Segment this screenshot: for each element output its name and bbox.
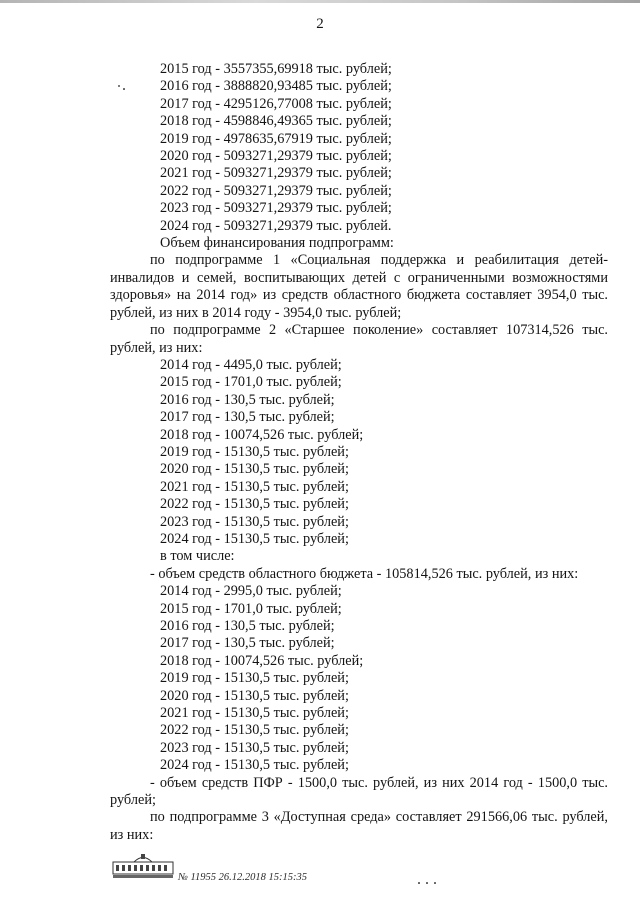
- year-funding-line: 2017 год - 130,5 тыс. рублей;: [160, 409, 335, 426]
- year-funding-line: 2018 год - 10074,526 тыс. рублей;: [160, 652, 364, 669]
- year-funding-line: 2021 год - 15130,5 тыс. рублей;: [160, 478, 349, 495]
- year-funding-line: 2021 год - 5093271,29379 тыс. рублей;: [160, 165, 392, 182]
- scan-speck: [434, 882, 436, 884]
- registration-stamp-image: [112, 852, 174, 880]
- year-funding-line: 2024 год - 5093271,29379 тыс. рублей.: [160, 217, 392, 234]
- year-funding-line: 2023 год - 15130,5 тыс. рублей;: [160, 513, 349, 530]
- year-funding-line: 2014 год - 2995,0 тыс. рублей;: [160, 583, 342, 600]
- scan-speck: [426, 882, 428, 884]
- year-funding-line: 2018 год - 4598846,49365 тыс. рублей;: [160, 113, 392, 130]
- paragraph-subprogram-2: по подпрограмме 2 «Старшее поколение» составляет 107314,526 тыс. рублей, из них:: [110, 322, 608, 356]
- year-funding-line: 2024 год - 15130,5 тыс. рублей;: [160, 757, 349, 774]
- funding-by-year-subprogram-2: [110, 357, 608, 775]
- year-funding-line: 2017 год - 4295126,77008 тыс. рублей;: [160, 95, 392, 112]
- year-funding-line: 2023 год - 15130,5 тыс. рублей;: [160, 739, 349, 756]
- page-number: 2: [316, 16, 324, 32]
- paragraph-subprogram-3: по подпрограмме 3 «Доступная среда» составляет 291566,06 тыс. рублей, из них:: [110, 809, 608, 843]
- year-funding-line: 2020 год - 15130,5 тыс. рублей;: [160, 461, 349, 478]
- year-funding-line: 2020 год - 15130,5 тыс. рублей;: [160, 687, 349, 704]
- scan-speck: [418, 882, 420, 884]
- scan-speck: [118, 85, 120, 87]
- year-funding-line: 2021 год - 15130,5 тыс. рублей;: [160, 705, 349, 722]
- year-funding-line: 2022 год - 15130,5 тыс. рублей;: [160, 496, 349, 513]
- paragraph-subprogram-1: по подпрограмме 1 «Социальная поддержка и реабилитация детей-инвалидов и семей, воспитывающих детей с ограниченными возможностями здоровья» на 2014 год» из средств областного бюджета составляет 3954,0 тыс. рублей, из них в 2014 году - 3954,0 тыс. рублей;: [110, 252, 608, 321]
- year-funding-line: 2017 год - 130,5 тыс. рублей;: [160, 635, 335, 652]
- funding-by-year-total: [110, 61, 608, 252]
- year-funding-line: 2022 год - 15130,5 тыс. рублей;: [160, 722, 349, 739]
- year-funding-line: Объем финансирования подпрограмм:: [160, 235, 394, 252]
- year-funding-line: 2015 год - 3557355,69918 тыс. рублей;: [160, 61, 392, 77]
- scan-speck: [123, 88, 125, 90]
- year-funding-line: 2016 год - 3888820,93485 тыс. рублей;: [160, 78, 392, 95]
- year-funding-line: в том числе:: [160, 548, 235, 565]
- year-funding-line: - объем средств областного бюджета - 105814,526 тыс. рублей, из них:: [150, 565, 579, 582]
- paragraph-pfr-funds: - объем средств ПФР - 1500,0 тыс. рублей, из них 2014 год - 1500,0 тыс. рублей;: [110, 774, 608, 809]
- year-funding-line: 2019 год - 15130,5 тыс. рублей;: [160, 443, 349, 460]
- year-funding-line: 2022 год - 5093271,29379 тыс. рублей;: [160, 182, 392, 199]
- year-funding-line: 2019 год - 15130,5 тыс. рублей;: [160, 670, 349, 687]
- year-funding-line: 2015 год - 1701,0 тыс. рублей;: [160, 374, 342, 391]
- year-funding-line: 2019 год - 4978635,67919 тыс. рублей;: [160, 130, 392, 147]
- year-funding-line: 2016 год - 130,5 тыс. рублей;: [160, 391, 335, 408]
- year-funding-line: 2014 год - 4495,0 тыс. рублей;: [160, 356, 342, 373]
- document-body: [110, 61, 608, 844]
- year-funding-line: 2015 год - 1701,0 тыс. рублей;: [160, 600, 342, 617]
- registration-number: № 11955 26.12.2018 15:15:35: [178, 872, 307, 883]
- year-funding-line: 2020 год - 5093271,29379 тыс. рублей;: [160, 148, 392, 165]
- scan-edge: [0, 0, 640, 3]
- year-funding-line: 2023 год - 5093271,29379 тыс. рублей;: [160, 200, 392, 217]
- year-funding-line: 2016 год - 130,5 тыс. рублей;: [160, 618, 335, 634]
- year-funding-line: 2018 год - 10074,526 тыс. рублей;: [160, 426, 364, 443]
- year-funding-line: 2024 год - 15130,5 тыс. рублей;: [160, 530, 349, 547]
